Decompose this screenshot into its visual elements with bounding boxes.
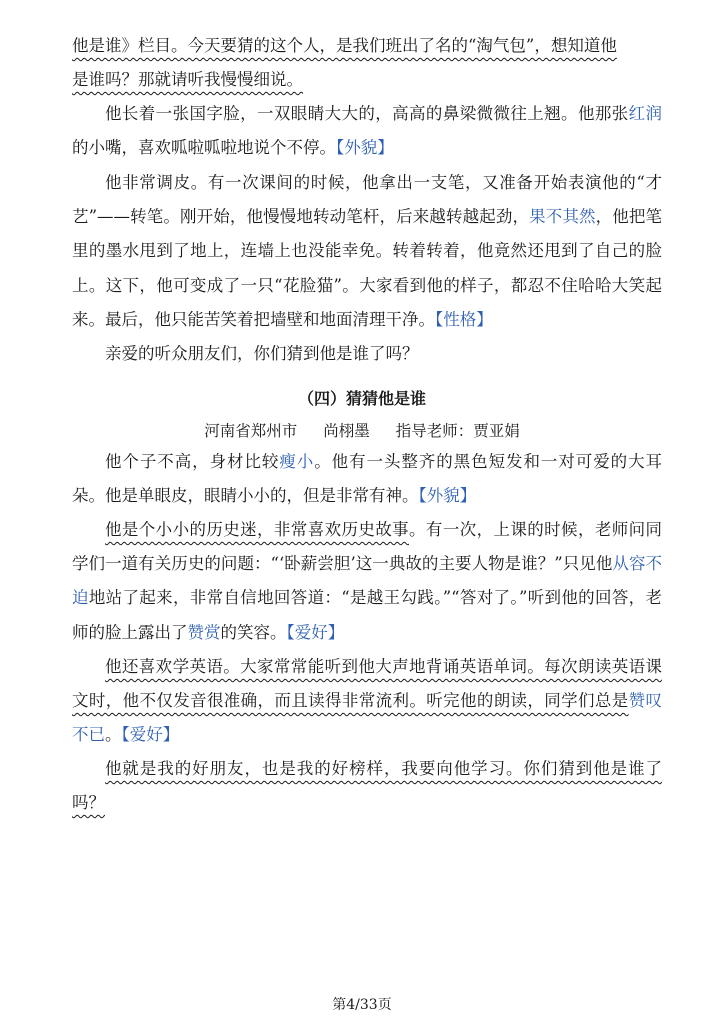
paragraph-hobby-english: [72, 650, 662, 753]
paragraph-intro-end: [72, 29, 662, 97]
highlighted-word: 赞叹不已: [72, 691, 663, 745]
text: 他长着一张国字脸，一双眼睛大大的，高高的鼻梁微微往上翘。他那张: [105, 104, 629, 123]
annotation-tag: 【爱好】: [286, 622, 345, 642]
essay-title: （四）猜猜他是谁: [297, 389, 426, 408]
paragraph-hobby-history: [72, 513, 662, 650]
text: 的小嘴，喜欢呱啦呱啦地说个不停。: [72, 138, 336, 158]
text-line: 他是谁》栏目。今天要猜的这个人，是我们班出了名的“淘气包”，想知道他: [72, 36, 617, 55]
author-location: 河南省郑州市: [204, 422, 298, 440]
text: 。他有一头整齐的黑色短发和一对可爱的大耳朵。他是单眼皮，眼睛小小的，但是非常有神。: [72, 452, 663, 506]
paragraph-conclusion: [72, 752, 662, 820]
annotation-tag: 【爱好】: [121, 725, 180, 745]
text: ，他把笔里的墨水甩到了地上，连墙上也没能幸免。转着转着，他竟然还甩到了自己的脸上。这下，他可变成了一只“花脸猫”。大家看到他的样子，都忍不住哈哈大笑起来。最后，他只能苦笑着把墙壁和地面清理干净。: [72, 207, 663, 329]
highlighted-word: 瘦小: [279, 452, 315, 471]
teacher-name: 指导老师：贾亚娟: [395, 422, 520, 440]
underlined-sentence: 他是个小小的历史迷，非常喜欢历史故事: [105, 520, 410, 539]
text: 他非常调皮。有一次课间的时候，他拿出一支笔，又准备开始表演他的“才艺”——转笔。刚开始，他慢慢地转动笔杆，后来越转越起劲，: [72, 173, 662, 227]
text: 。有一次，上课的时候，老师问同学们一道有关历史的问题：“‘卧薪尝胆’这一典故的主要人物是谁？”只见他: [72, 520, 662, 574]
paragraph-personality: [72, 166, 662, 337]
highlighted-word: 从容不迫: [72, 554, 662, 608]
text: 的笑容。: [220, 622, 287, 642]
highlighted-word: 红润: [628, 104, 662, 123]
annotation-tag: 【外貌】: [418, 486, 477, 506]
text: 他个子不高，身材比较: [105, 452, 280, 471]
annotation-tag: 【性格】: [435, 309, 493, 329]
paragraph-appearance-2: [72, 445, 662, 513]
annotation-tag: 【外貌】: [336, 138, 394, 158]
highlighted-word: 果不其然: [529, 207, 596, 227]
text-line: 是谁吗？那就请听我慢慢细说。: [72, 70, 303, 90]
highlighted-word: 赞赏: [187, 622, 221, 642]
text: 地站了起来，非常自信地回答道：“是越王勾践。”“答对了。”听到他的回答，老师的脸上露出了: [72, 588, 662, 642]
underlined-sentence: 他还喜欢学英语。大家常常能听到他大声地背诵英语单词。每次朗读英语课文时，他不仅发音很准确，而且读得非常流利。听完他的朗读，同学们总是: [72, 657, 662, 711]
text: 亲爱的听众朋友们，你们猜到他是谁了吗？: [105, 344, 419, 363]
essay-byline: [0, 419, 724, 441]
paragraph-appearance: [72, 97, 662, 165]
author-name: 尚栩墨: [323, 422, 370, 440]
text: 。: [105, 725, 122, 745]
underlined-sentence: 他就是我的好朋友，也是我的好榜样，我要向他学习。你们猜到他是谁了吗？: [72, 759, 662, 813]
page-number: 第4/33页: [332, 997, 392, 1013]
paragraph-question: [72, 337, 662, 371]
